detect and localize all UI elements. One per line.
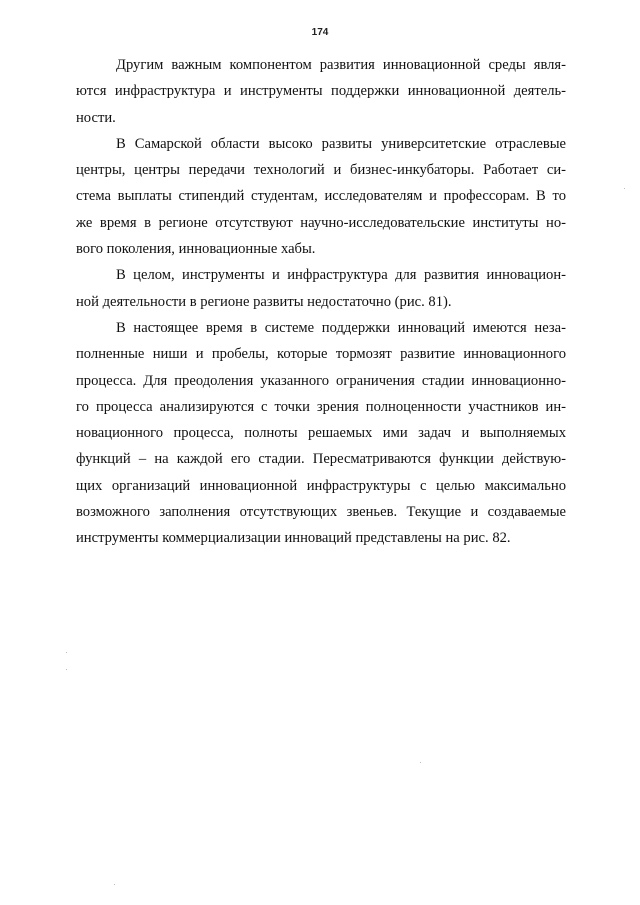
scan-speck [624, 188, 625, 189]
scan-speck [66, 652, 67, 653]
paragraph-2-line-5: вого поколения, инновационные хабы. [76, 241, 316, 258]
paragraph-4-line-2: полненные ниши и пробелы, которые тормозят развитие инновационного [76, 346, 566, 363]
paragraph-1-line-1: Другим важным компонентом развития инновационной среды явля- [116, 57, 566, 73]
page-number: 174 [311, 27, 329, 38]
paragraph-4-line-5: новационного процесса, полноты решаемых ими задач и выполняемых [76, 425, 566, 442]
paragraph-4-line-3: процесса. Для преодоления указанного ограничения стадии инновационно- [76, 372, 566, 389]
paragraph-1-line-3: ности. [76, 109, 116, 126]
scan-speck [66, 669, 67, 670]
paragraph-2-line-3: стема выплаты стипендий студентам, исследователям и профессорам. В то [76, 188, 566, 205]
paragraph-2-line-2: центры, центры передачи технологий и бизнес-инкубаторы. Работает си- [76, 162, 566, 179]
paragraph-2-line-4: же время в регионе отсутствуют научно-исследовательские институты но- [76, 214, 566, 231]
paragraph-2-line-1: В Самарской области высоко развиты университетские отраслевые [116, 135, 566, 152]
scan-speck [114, 884, 115, 885]
paragraph-4-line-6: функций – на каждой его стадии. Пересматриваются функции действую- [76, 451, 566, 468]
paragraph-4-line-8: возможного заполнения отсутствующих звеньев. Текущие и создаваемые [76, 504, 566, 521]
paragraph-3-line-2: ной деятельности в регионе развиты недостаточно (рис. 81). [76, 293, 452, 310]
scan-speck [420, 762, 421, 763]
paragraph-4-line-1: В настоящее время в системе поддержки инноваций имеются неза- [116, 319, 566, 336]
paragraph-4-line-9: инструменты коммерциализации инноваций представлены на рис. 82. [76, 530, 511, 547]
paragraph-3-line-1: В целом, инструменты и инфраструктура для развития инновацион- [116, 267, 566, 284]
paragraph-4-line-4: го процесса анализируются с точки зрения полноценности участников ин- [76, 398, 566, 415]
paragraph-4-line-7: щих организаций инновационной инфраструктуры с целью максимально [76, 477, 566, 494]
paragraph-1-line-2: ются инфраструктура и инструменты поддержки инновационной деятель- [76, 83, 566, 100]
body-text [76, 52, 566, 552]
